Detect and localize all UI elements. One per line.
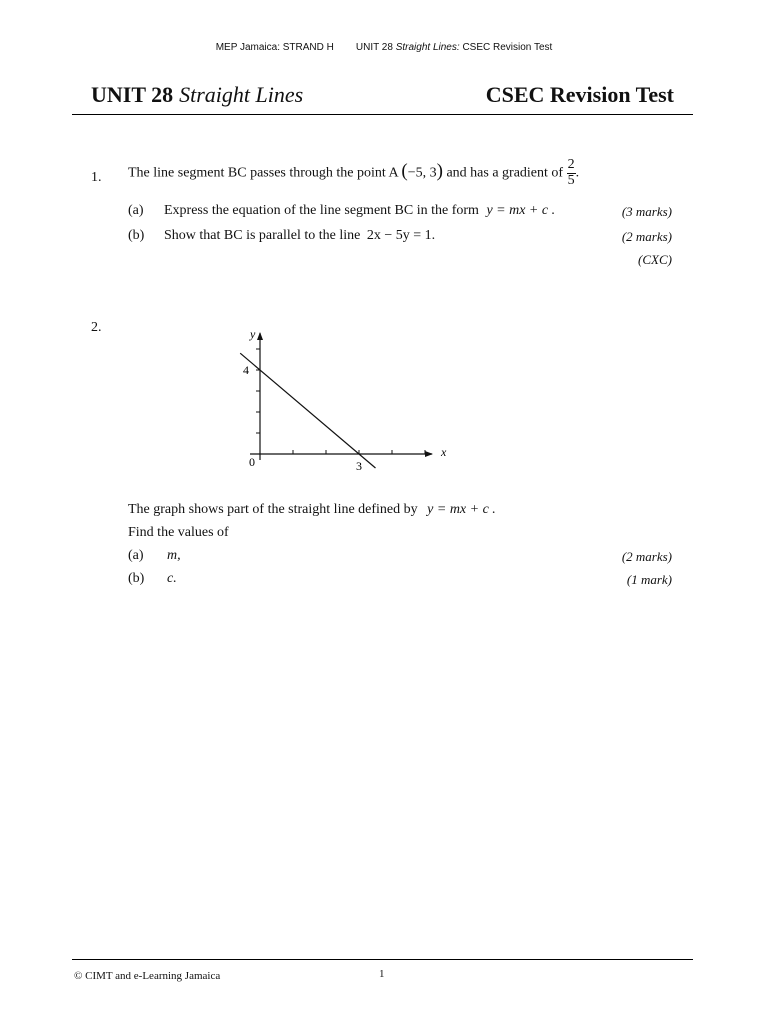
q2b-marks: (1 mark) (626, 572, 672, 587)
q2b-text: c. (167, 571, 177, 586)
q2-description (128, 502, 496, 518)
q2-find: Find the values of (128, 525, 229, 540)
origin-label: 0 (249, 455, 255, 469)
footer-rule (72, 959, 693, 960)
q1-paren-close: ) (436, 160, 443, 182)
q1-stem-b: and has a gradient of (446, 165, 564, 181)
q1b-text (164, 228, 435, 244)
header-topic: Straight Lines: (395, 42, 460, 53)
q1-stem-period: . (575, 165, 580, 181)
q2-desc-text: The graph shows part of the straight line defined by (128, 502, 418, 517)
x-axis-label: x (441, 445, 447, 459)
q1-gradient-numerator: 2 (567, 157, 575, 172)
q1b-label: (b) (128, 228, 145, 243)
q2a-marks: (2 marks) (621, 549, 672, 564)
q1-number: 1. (91, 170, 102, 185)
x-intercept-label: 3 (356, 459, 362, 473)
q2-number: 2. (91, 320, 102, 335)
q2-graph (230, 320, 470, 480)
header-unit: UNIT 28 (355, 42, 393, 53)
q1a-body: Express the equation of the line segment BC in the form (164, 203, 479, 218)
q1a-equation: y = mx + c . (486, 203, 556, 218)
q1-stem-a: The line segment BC passes through the point A (128, 165, 398, 181)
q1-paren-open: ( (401, 160, 408, 182)
q2-desc-equation: y = mx + c . (427, 502, 496, 517)
q1-gradient-denominator: 5 (567, 172, 575, 188)
q1a-label: (a) (128, 203, 144, 218)
page-title (91, 82, 303, 108)
q1-source: (CXC) (638, 252, 672, 267)
q2b-label: (b) (128, 571, 145, 586)
q1-gradient-fraction (567, 158, 576, 188)
q1-stem (128, 158, 579, 188)
q1b-equation: 2x − 5y = 1. (366, 228, 436, 243)
y-intercept-label: 4 (243, 363, 249, 377)
page-title-bar (91, 82, 674, 112)
header-strand: MEP Jamaica: STRAND H (215, 42, 334, 53)
q1-point: −5, 3 (407, 165, 437, 181)
header-test: CSEC Revision Test (462, 42, 553, 53)
running-header (0, 42, 768, 53)
q2a-text: m, (167, 548, 181, 563)
title-rule (72, 114, 693, 115)
title-test: CSEC Revision Test (485, 82, 674, 107)
footer-copyright: © CIMT and e-Learning Jamaica (74, 970, 221, 982)
q1b-marks: (2 marks) (621, 229, 672, 244)
q2a-label: (a) (128, 548, 144, 563)
y-axis-label: y (250, 327, 256, 341)
title-topic: Straight Lines (179, 82, 304, 107)
footer-page-number: 1 (379, 968, 385, 980)
title-unit: UNIT 28 (91, 82, 174, 107)
q1a-marks: (3 marks) (621, 204, 672, 219)
q1a-text (164, 203, 555, 219)
q1b-body: Show that BC is parallel to the line (164, 228, 361, 243)
